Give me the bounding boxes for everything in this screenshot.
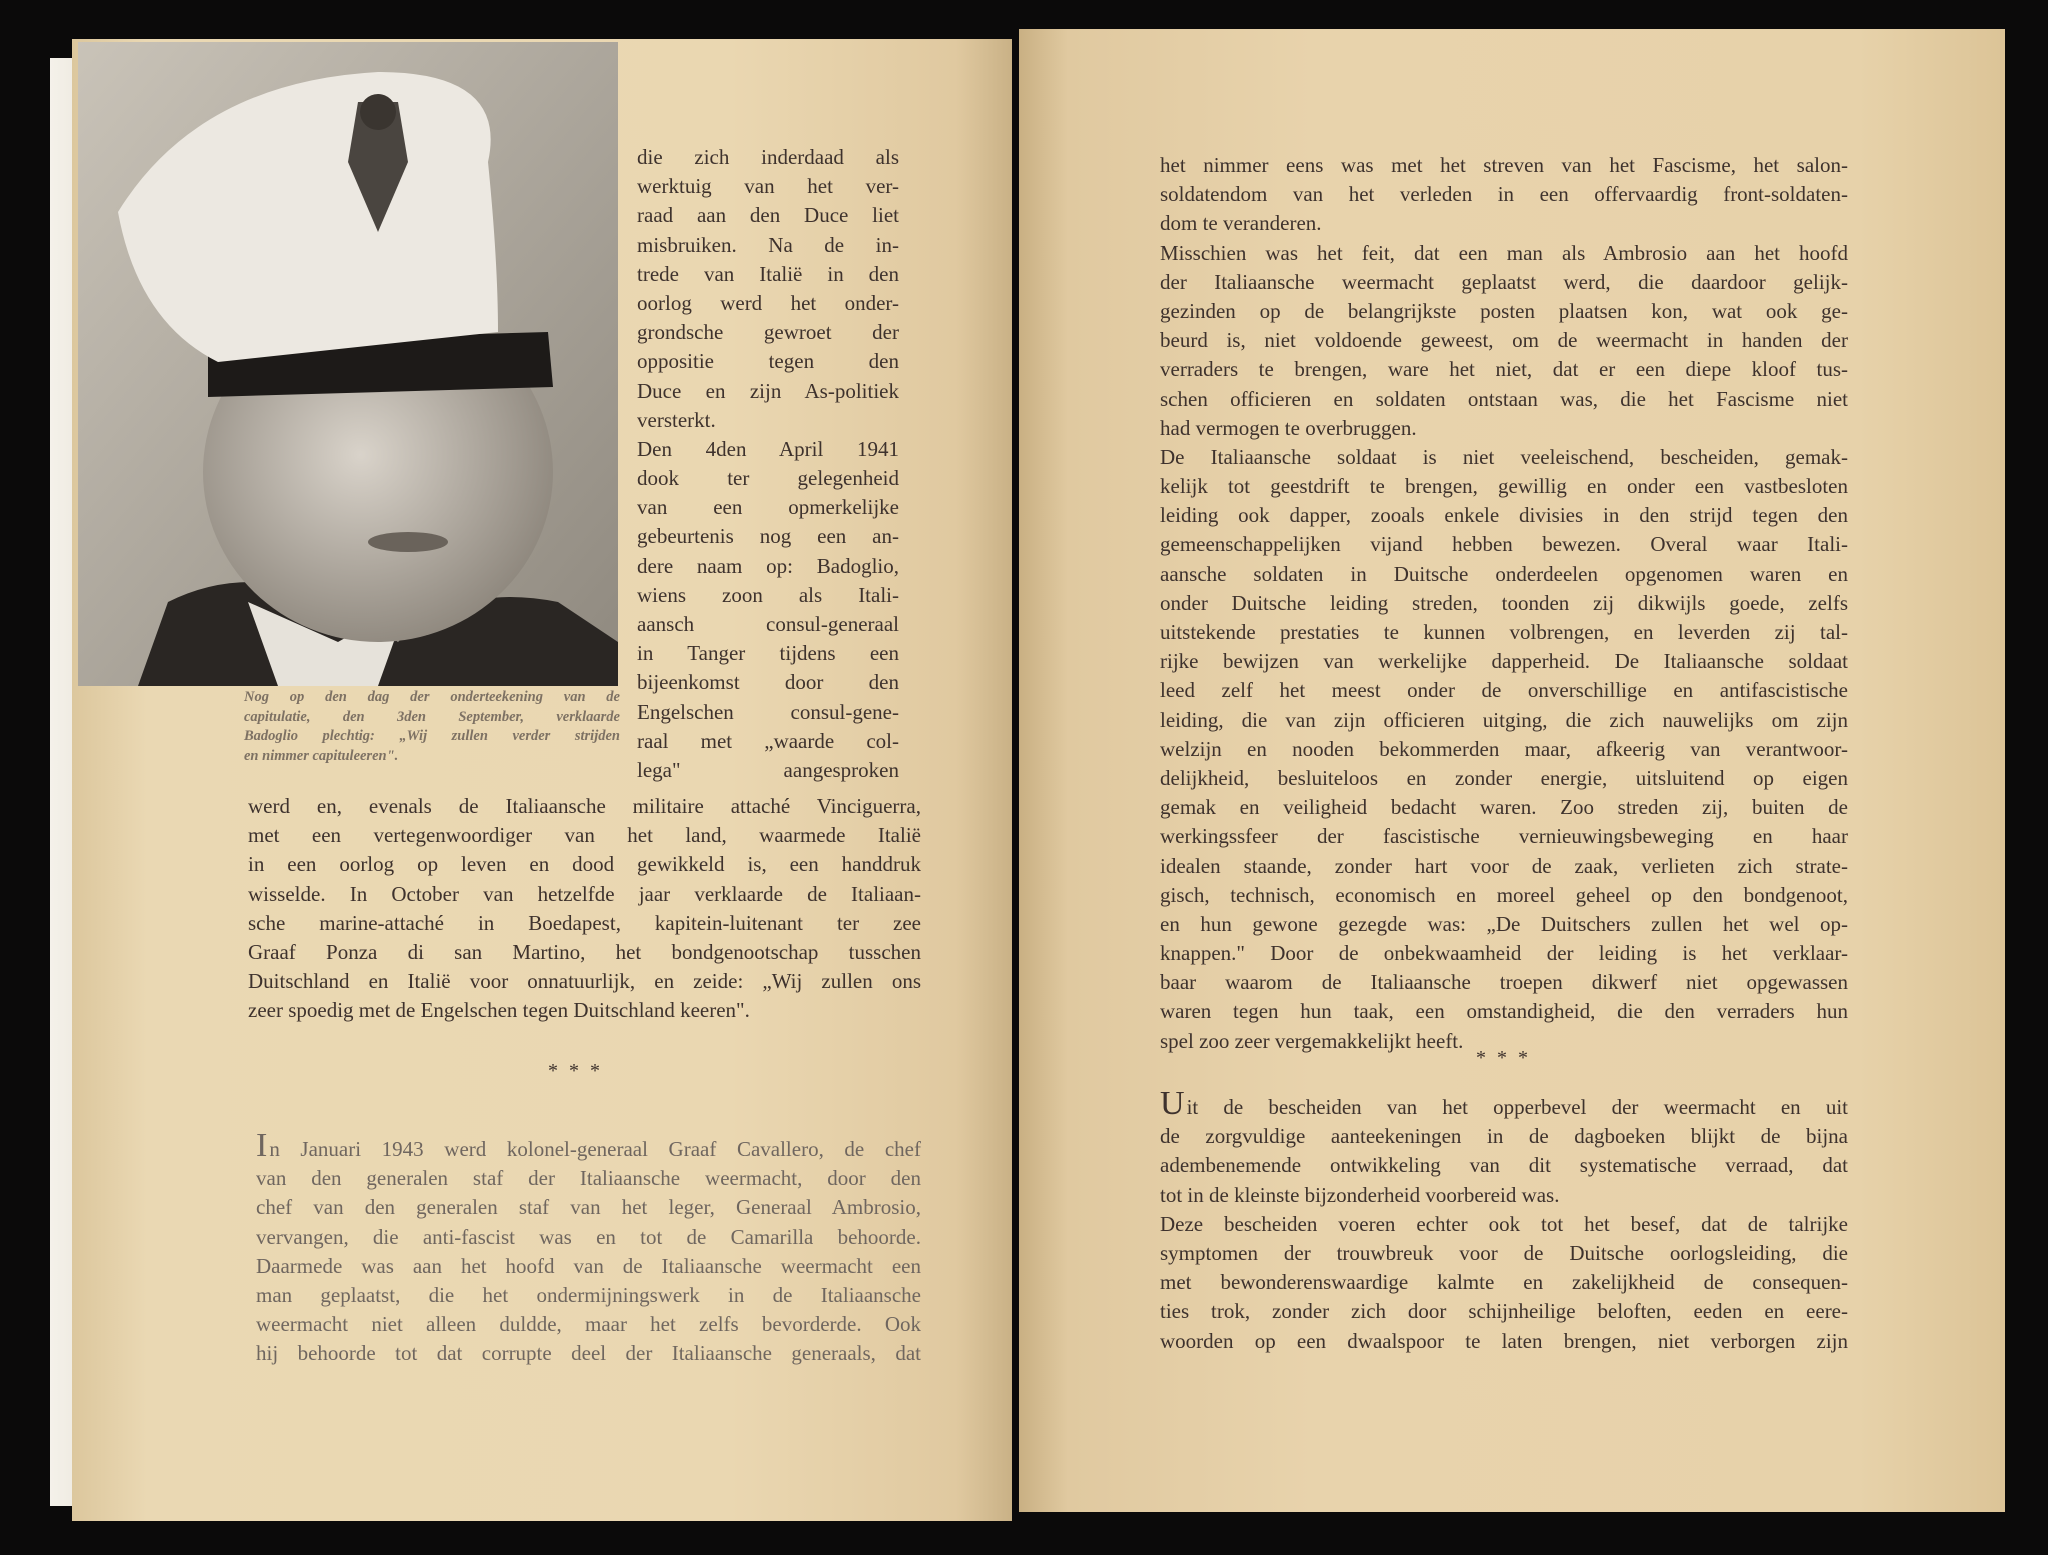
text-line: spel zoo zeer vergemakkelijkt heeft. xyxy=(1160,1028,1464,1053)
left-full-width-text xyxy=(248,792,921,1026)
text-line: man geplaatst, die het ondermijningswerk in de Italiaansche xyxy=(256,1282,921,1307)
line-text: it de bescheiden van het opperbevel der weermacht en uit xyxy=(1186,1095,1848,1119)
text-line: werktuig van het ver- xyxy=(637,174,899,199)
text-line: in Tanger tijdens een xyxy=(637,641,899,666)
text-line: hij behoorde tot dat corrupte deel der Italiaansche generaals, dat xyxy=(256,1341,921,1366)
text-line: Graaf Ponza di san Martino, het bondgenootschap tusschen xyxy=(248,939,921,964)
text-line xyxy=(256,1127,921,1164)
text-line: Deze bescheiden voeren echter ook tot het besef, dat de talrijke xyxy=(1160,1211,1848,1236)
text-line: gemak en veiligheid bedacht waren. Zoo streden zij, buiten de xyxy=(1160,795,1848,820)
text-line: grondsche gewroet der xyxy=(637,320,899,345)
text-line: gebeurtenis nog een an- xyxy=(637,524,899,549)
text-line: symptomen der trouwbreuk voor de Duitsche oorlogsleiding, die xyxy=(1160,1240,1848,1265)
text-line: oorlog werd het onder- xyxy=(637,290,899,315)
left-section2-text xyxy=(256,1127,921,1369)
text-line: trede van Italië in den xyxy=(637,261,899,286)
text-line: Badoglio plechtig: „Wij zullen verder strijden xyxy=(244,728,620,744)
text-line: had vermogen te overbruggen. xyxy=(1160,415,1417,440)
officer-portrait-image xyxy=(78,42,618,686)
text-line: raad aan den Duce liet xyxy=(637,203,899,228)
text-line: en nimmer capituleeren". xyxy=(244,747,399,764)
text-line: soldatendom van het verleden in een offervaardig front-soldaten- xyxy=(1160,182,1848,207)
text-line: Daarmede was aan het hoofd van de Italiaansche weermacht een xyxy=(256,1253,921,1278)
text-line: aansch consul-generaal xyxy=(637,612,899,636)
line-text: n Januari 1943 werd kolonel-generaal Graaf Cavallero, de chef xyxy=(269,1137,921,1161)
text-line: leiding, die van zijn officieren uitging, die zich nauwelijks om zijn xyxy=(1160,707,1848,732)
text-line: gemeenschappelijken vijand hebben bewezen. Overal waar Itali- xyxy=(1160,532,1848,557)
text-line: wiens zoon als Itali- xyxy=(637,582,899,607)
text-line: van den generalen staf der Italiaansche weermacht, door den xyxy=(256,1166,921,1191)
text-line: lega" aangesproken xyxy=(637,757,899,782)
text-line: dere naam op: Badoglio, xyxy=(637,553,899,578)
text-line: Engelschen consul-gene- xyxy=(637,699,899,724)
section-separator: * * * xyxy=(548,1060,603,1082)
text-line: Duce en zijn As-politiek xyxy=(637,378,899,403)
text-line: met een vertegenwoordiger van het land, waarmede Italië xyxy=(248,823,921,848)
text-line: dom te veranderen. xyxy=(1160,211,1322,236)
text-line: Duitschland en Italië voor onnatuurlijk, en zeide: „Wij zullen ons xyxy=(248,969,921,994)
text-line: gezinden op de belangrijkste posten plaatsen kon, wat ook ge- xyxy=(1160,298,1848,323)
text-line: misbruiken. Na de in- xyxy=(637,232,899,257)
right-section2-text xyxy=(1160,1085,1848,1356)
text-line: het nimmer eens was met het streven van het Fascisme, het salon- xyxy=(1160,153,1848,177)
text-line: adembenemende ontwikkeling van dit systematische verraad, dat xyxy=(1160,1153,1848,1178)
text-line: dook ter gelegenheid xyxy=(637,466,899,491)
text-line: uitstekende prestaties te kunnen volbrengen, en leverden zij tal- xyxy=(1160,620,1848,644)
text-line: de zorgvuldige aanteekeningen in de dagboeken blijkt de bijna xyxy=(1160,1124,1848,1149)
text-line: sche marine-attaché in Boedapest, kapitein-luitenant ter zee xyxy=(248,910,921,935)
text-line: leed zelf het meest onder de onverschillige en antifascistische xyxy=(1160,678,1848,703)
text-line: werd en, evenals de Italiaansche militaire attaché Vinciguerra, xyxy=(248,794,921,818)
text-line: oppositie tegen den xyxy=(637,349,899,374)
text-line: baar waarom de Italiaansche troepen dikwerf niet opgewassen xyxy=(1160,970,1848,995)
text-line: De Italiaansche soldaat is niet veeleischend, bescheiden, gemak- xyxy=(1160,444,1848,469)
text-line: idealen staande, zonder hart voor de zaak, verlieten zich strate- xyxy=(1160,853,1848,878)
text-line: waren tegen hun taak, een omstandigheid, die den verraders hun xyxy=(1160,999,1848,1024)
text-line: versterkt. xyxy=(637,407,716,432)
photo-caption xyxy=(244,688,620,766)
section-separator-right: * * * xyxy=(1476,1047,1531,1069)
text-line: Nog op den dag der onderteekening van de xyxy=(244,689,620,705)
text-line: aansche soldaten in Duitsche onderdeelen opgenomen waren en xyxy=(1160,561,1848,586)
text-line: zeer spoedig met de Engelschen tegen Duitschland keeren". xyxy=(248,998,750,1023)
text-line: gisch, technisch, economisch en moreel geheel op den bondgenoot, xyxy=(1160,882,1848,907)
text-line: chef van den generalen staf van het leger, Generaal Ambrosio, xyxy=(256,1195,921,1220)
text-line: werkingssfeer der fascistische vernieuwingsbeweging en haar xyxy=(1160,824,1848,849)
text-line: onder Duitsche leiding streden, toonden zij dikwijls goede, zelfs xyxy=(1160,590,1848,615)
drop-cap: I xyxy=(256,1127,268,1164)
text-line: welzijn en nooden bekommerden maar, afkeerig van verantwoor- xyxy=(1160,736,1848,761)
text-line: leiding ook dapper, zooals enkele divisies in den strijd tegen den xyxy=(1160,503,1848,528)
text-line: met bewonderenswaardige kalmte en zakelijkheid de consequen- xyxy=(1160,1270,1848,1295)
text-line: verraders te brengen, ware het niet, dat er een diepe kloof tus- xyxy=(1160,357,1848,382)
text-line: vervangen, die anti-fascist was en tot de Camarilla behoorde. xyxy=(256,1224,921,1249)
text-line: bijeenkomst door den xyxy=(637,670,899,695)
text-line: en hun gewone gezegde was: „De Duitschers zullen het wel op- xyxy=(1160,911,1848,936)
drop-cap: U xyxy=(1160,1085,1185,1122)
text-line: rijke bewijzen van werkelijke dapperheid. De Italiaansche soldaat xyxy=(1160,649,1848,674)
text-line: Den 4den April 1941 xyxy=(637,436,899,461)
text-line: kelijk tot geestdrift te brengen, gewillig en onder een vastbesloten xyxy=(1160,474,1848,499)
text-line xyxy=(1160,1085,1848,1122)
text-line: beurd is, niet voldoende geweest, om de weermacht in handen der xyxy=(1160,328,1848,353)
text-line: die zich inderdaad als xyxy=(637,145,899,169)
text-line: raal met „waarde col- xyxy=(637,728,899,753)
narrow-column-text xyxy=(637,143,899,785)
text-line: capitulatie, den 3den September, verklaarde xyxy=(244,708,620,725)
text-line: van een opmerkelijke xyxy=(637,495,899,520)
text-line: ties trok, zonder zich door schijnheilige beloften, eeden en eere- xyxy=(1160,1299,1848,1324)
text-line: in een oorlog op leven en dood gewikkeld is, een handdruk xyxy=(248,852,921,877)
portrait-photo xyxy=(78,42,618,686)
right-main-text xyxy=(1160,151,1848,1056)
text-line: Misschien was het feit, dat een man als Ambrosio aan het hoofd xyxy=(1160,240,1848,265)
text-line: tot in de kleinste bijzonderheid voorbereid was. xyxy=(1160,1182,1560,1207)
text-line: knappen." Door de onbekwaamheid der leiding is het verklaar- xyxy=(1160,941,1848,966)
text-line: wisselde. In October van hetzelfde jaar verklaarde de Italiaan- xyxy=(248,881,921,906)
text-line: schen officieren en soldaten ontstaan was, die het Fascisme niet xyxy=(1160,386,1848,411)
text-line: woorden op een dwaalspoor te laten brengen, niet verborgen zijn xyxy=(1160,1328,1848,1353)
text-line: weermacht niet alleen duldde, maar het zelfs bevorderde. Ook xyxy=(256,1312,921,1337)
text-line: der Italiaansche weermacht geplaatst werd, die daardoor gelijk- xyxy=(1160,269,1848,294)
text-line: delijkheid, besluiteloos en zonder energie, uitsluitend op eigen xyxy=(1160,765,1848,790)
